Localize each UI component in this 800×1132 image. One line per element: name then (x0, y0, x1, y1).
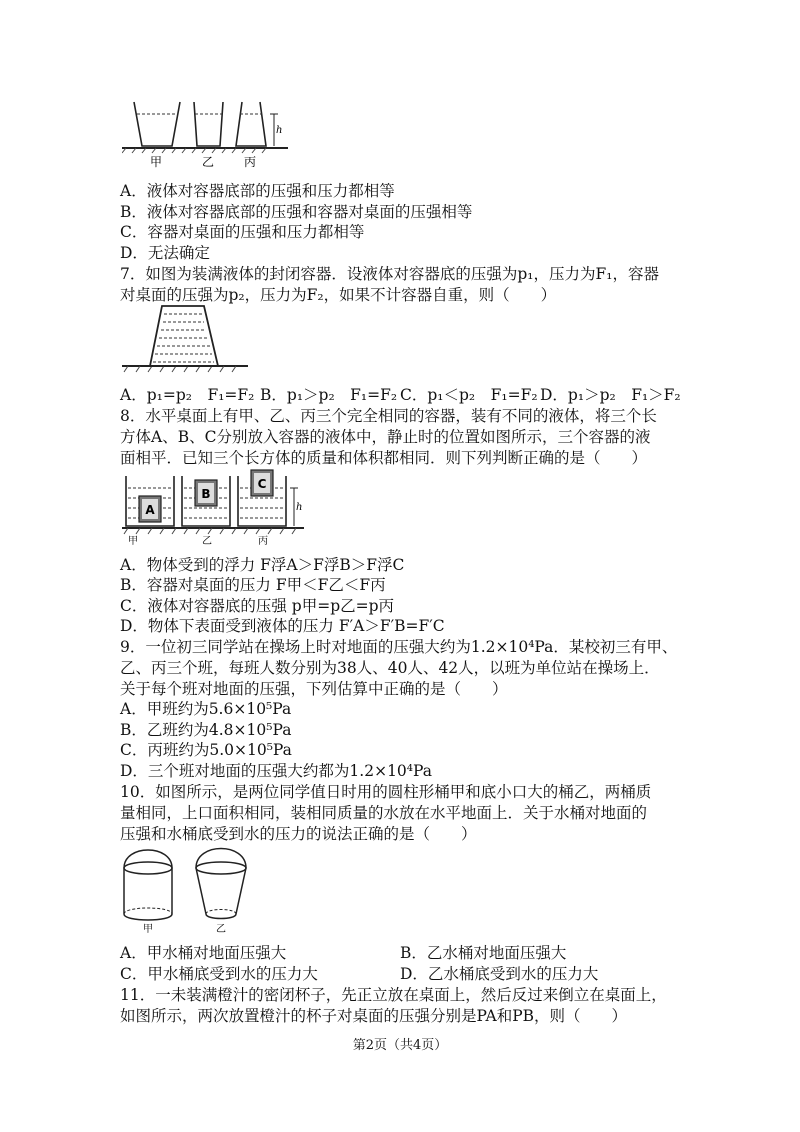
q10-option-b: B．乙水桶对地面压强大 (400, 944, 567, 962)
q6-containers-figure (122, 100, 292, 172)
q10-label-yi: 乙 (216, 924, 226, 934)
q8-stem-line3: 面相平．已知三个长方体的质量和体积都相同．则下列判断正确的是（ ） (120, 449, 648, 467)
q10-stem-line1: 10．如图所示，是两位同学值日时用的圆柱形桶甲和底小口大的桶乙，两桶质 (120, 783, 652, 801)
q7-container-figure (122, 302, 252, 374)
q6-option-a: A．液体对容器底部的压强和压力都相等 (120, 182, 395, 200)
q9-stem-line2: 乙、丙三个班，每班人数分别为38人、40人、42人，以班为单位站在操场上． (120, 659, 660, 677)
q8-option-d: D．物体下表面受到液体的压力 F′A＞F′B=F′C (120, 617, 445, 635)
q9-option-c: C．丙班约为5.0×10⁵Pa (120, 741, 292, 759)
q10-label-jia: 甲 (143, 924, 153, 934)
q9-option-b: B．乙班约为4.8×10⁵Pa (120, 721, 292, 739)
q6-option-b: B．液体对容器底部的压强和容器对桌面的压强相等 (120, 203, 473, 221)
q7-option-d: D．p₁＞p₂ F₁＞F₂ (540, 386, 681, 404)
q10-stem-line2: 量相同，上口面积相同，装相同质量的水放在水平地面上．关于水桶对地面的 (120, 804, 648, 822)
q9-stem-line1: 9．一位初三同学站在操场上时对地面的压强大约为1.2×10⁴Pa．某校初三有甲、 (120, 638, 678, 656)
q8-option-b: B．容器对桌面的压力 F甲＜F乙＜F丙 (120, 576, 386, 594)
q6-option-d: D．无法确定 (120, 244, 210, 262)
q8-block-c: C (257, 477, 267, 491)
q6-h-label: h (276, 125, 283, 136)
q9-option-d: D．三个班对地面的压强大约都为1.2×10⁴Pa (120, 762, 432, 780)
page-footer: 第2页（共4页） (352, 1038, 448, 1053)
q7-stem-line1: 7．如图为装满液体的封闭容器．设液体对容器底的压强为p₁，压力为F₁，容器 (120, 265, 659, 283)
q11-stem-line1: 11．一未装满橙汁的密闭杯子，先正立放在桌面上，然后反过来倒立在桌面上， (120, 986, 667, 1004)
q10-option-d: D．乙水桶底受到水的压力大 (400, 965, 599, 983)
q6-option-c: C．容器对桌面的压强和压力都相等 (120, 223, 365, 241)
q7-stem-line2: 对桌面的压强为p₂，压力为F₂，如果不计容器自重，则（ ） (120, 286, 557, 304)
q7-option-a: A．p₁=p₂ F₁=F₂ (120, 386, 255, 404)
q9-stem-line3: 关于每个班对地面的压强，下列估算中正确的是（ ） (120, 680, 508, 698)
q7-option-b: B．p₁＞p₂ F₁=F₂ (260, 386, 398, 404)
q8-block-a: A (145, 503, 155, 517)
q10-option-c: C．甲水桶底受到水的压力大 (120, 965, 318, 983)
q8-option-c: C．液体对容器底的压强 p甲=p乙=p丙 (120, 597, 395, 615)
q8-label-bing: 丙 (258, 536, 268, 547)
q8-stem-line2: 方体A、B、C分别放入容器的液体中，静止时的位置如图所示，三个容器的液 (120, 428, 651, 446)
q10-option-a: A．甲水桶对地面压强大 (120, 944, 287, 962)
q7-option-c: C．p₁＜p₂ F₁=F₂ (400, 386, 538, 404)
q8-stem-line1: 8．水平桌面上有甲、乙、丙三个完全相同的容器，装有不同的液体，将三个长 (120, 407, 657, 425)
q8-option-a: A．物体受到的浮力 F浮A＞F浮B＞F浮C (120, 556, 405, 574)
q9-option-a: A．甲班约为5.6×10⁵Pa (120, 700, 292, 718)
q6-label-bing: 丙 (244, 155, 257, 169)
q8-containers-figure (122, 468, 312, 548)
q10-buckets-figure (118, 838, 258, 934)
q6-label-yi: 乙 (202, 155, 215, 169)
q8-label-yi: 乙 (202, 536, 212, 547)
q6-label-jia: 甲 (150, 155, 163, 169)
q10-stem-line3: 压强和水桶底受到水的压力的说法正确的是（ ） (120, 825, 477, 843)
q8-label-jia: 甲 (128, 536, 138, 547)
q8-h-label: h (296, 502, 303, 513)
q8-block-b: B (201, 487, 211, 501)
q11-stem-line2: 如图所示，两次放置橙汁的杯子对桌面的压强分别是PA和PB，则（ ） (120, 1007, 628, 1025)
